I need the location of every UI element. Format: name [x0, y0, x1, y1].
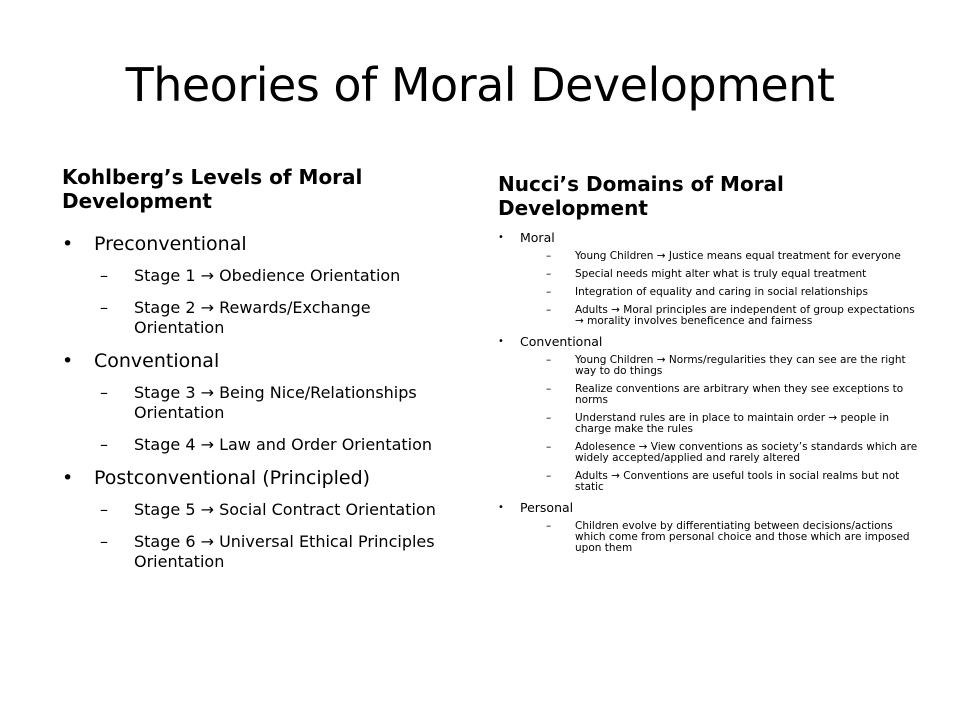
dash-icon: – [546, 354, 552, 366]
nucci-point [498, 251, 918, 262]
kohlberg-column [62, 165, 462, 584]
nucci-domain [498, 230, 918, 245]
point-label: Understand rules are in place to maintain order → people in charge make the rules [575, 412, 889, 435]
dash-icon: – [100, 298, 108, 317]
domain-label: Personal [520, 500, 574, 515]
level-label: Preconventional [94, 233, 247, 255]
dash-icon: – [100, 532, 108, 551]
nucci-heading: Nucci’s Domains of Moral Development [498, 172, 784, 220]
dash-icon: – [546, 383, 552, 395]
nucci-domain [498, 334, 918, 349]
dash-icon: – [546, 286, 552, 298]
dash-icon: – [546, 441, 552, 453]
nucci-list [498, 230, 918, 554]
bullet-icon: • [498, 336, 504, 347]
nucci-point [498, 471, 918, 493]
level-label: Conventional [94, 350, 220, 372]
kohlberg-stage [62, 435, 462, 455]
stage-label: Stage 6 → Universal Ethical Principles Orientation [134, 532, 435, 571]
kohlberg-stage [62, 532, 462, 572]
stage-label: Stage 1 → Obedience Orientation [134, 266, 401, 285]
bullet-icon: • [62, 467, 74, 489]
nucci-column [498, 172, 918, 561]
point-label: Special needs might alter what is truly equal treatment [575, 268, 867, 280]
nucci-point [498, 269, 918, 280]
nucci-point [498, 442, 918, 464]
point-label: Realize conventions are arbitrary when they see exceptions to norms [575, 383, 904, 406]
dash-icon: – [546, 304, 552, 316]
bullet-icon: • [498, 502, 504, 513]
dash-icon: – [546, 470, 552, 482]
bullet-icon: • [62, 233, 74, 255]
kohlberg-heading: Kohlberg’s Levels of Moral Development [62, 165, 363, 213]
dash-icon: – [546, 412, 552, 424]
kohlberg-stage [62, 500, 462, 520]
domain-label: Conventional [520, 334, 603, 349]
dash-icon: – [100, 383, 108, 402]
nucci-point [498, 305, 918, 327]
kohlberg-stage [62, 383, 462, 423]
nucci-point [498, 413, 918, 435]
point-label: Adults → Moral principles are independent of group expectations → morality involves beneficence and fairness [575, 304, 915, 327]
point-label: Children evolve by differentiating between decisions/actions which come from personal choice and those which are imposed upon them [575, 520, 910, 554]
kohlberg-level [62, 467, 462, 490]
bullet-icon: • [498, 232, 504, 243]
stage-label: Stage 5 → Social Contract Orientation [134, 500, 436, 519]
kohlberg-level [62, 350, 462, 373]
dash-icon: – [100, 435, 108, 454]
nucci-point [498, 355, 918, 377]
stage-label: Stage 4 → Law and Order Orientation [134, 435, 433, 454]
nucci-point [498, 287, 918, 298]
point-label: Integration of equality and caring in social relationships [575, 286, 868, 298]
point-label: Adults → Conventions are useful tools in social realms but not static [575, 470, 900, 493]
slide-title: Theories of Moral Development [125, 58, 835, 112]
point-label: Adolesence → View conventions as society’s standards which are widely accepted/applied and rarely altered [575, 441, 918, 464]
kohlberg-stage [62, 298, 462, 338]
dash-icon: – [100, 266, 108, 285]
stage-label: Stage 3 → Being Nice/Relationships Orientation [134, 383, 417, 422]
level-label: Postconventional (Principled) [94, 467, 371, 489]
point-label: Young Children → Justice means equal treatment for everyone [575, 250, 901, 262]
point-label: Young Children → Norms/regularities they can see are the right way to do things [575, 354, 906, 377]
kohlberg-level [62, 233, 462, 256]
dash-icon: – [546, 250, 552, 262]
dash-icon: – [546, 268, 552, 280]
domain-label: Moral [520, 230, 555, 245]
nucci-point [498, 521, 918, 554]
nucci-domain [498, 500, 918, 515]
stage-label: Stage 2 → Rewards/Exchange Orientation [134, 298, 371, 337]
kohlberg-list [62, 233, 462, 572]
kohlberg-stage [62, 266, 462, 286]
dash-icon: – [100, 500, 108, 519]
nucci-point [498, 384, 918, 406]
dash-icon: – [546, 520, 552, 532]
bullet-icon: • [62, 350, 74, 372]
